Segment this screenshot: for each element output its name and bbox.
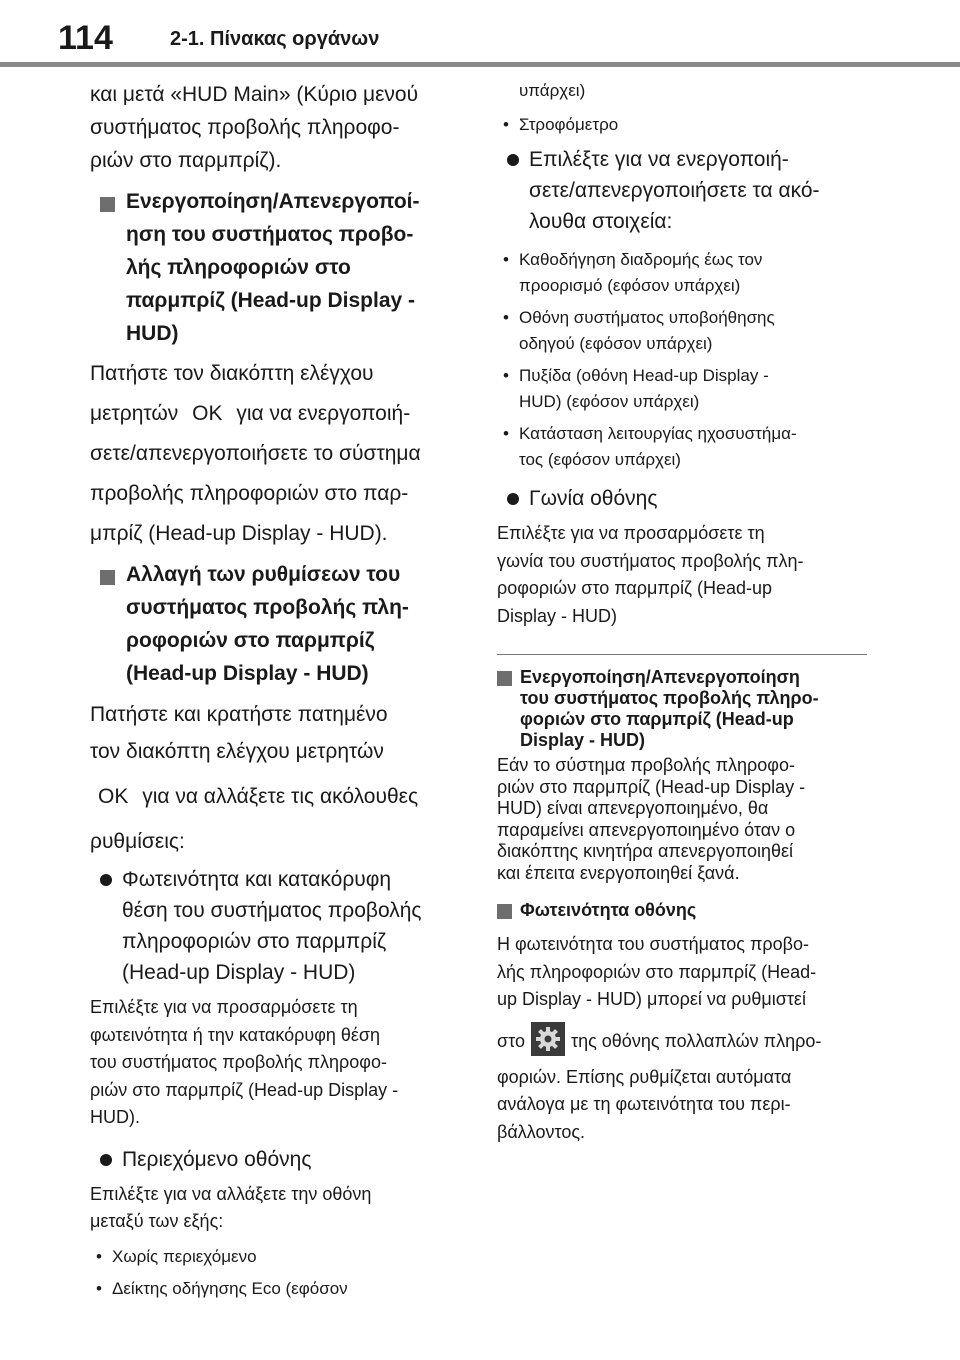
description-line: Επιλέξτε για να αλλάξετε την οθόνη	[90, 1183, 372, 1204]
section-title: 2-1. Πίνακας οργάνων	[170, 28, 380, 50]
paragraph-line: τον διακόπτη ελέγχου μετρητών	[90, 740, 384, 763]
dot-bullet-icon	[100, 1154, 112, 1166]
note-line: Εάν το σύστημα προβολής πληροφο-	[497, 755, 795, 775]
list-item: • Χωρίς περιεχόμενο	[96, 1246, 257, 1266]
ok-button-symbol: OK	[98, 785, 129, 808]
description-line: Επιλέξτε για να προσαρμόσετε τη	[497, 523, 765, 543]
description-line: φωτεινότητα ή την κατακόρυφη θέση	[90, 1024, 381, 1045]
intro-line: συστήματος προβολής πληροφο-	[90, 116, 400, 139]
description-line: ροφοριών στο παρμπρίζ (Head-up	[497, 578, 773, 598]
square-bullet-icon	[100, 197, 115, 212]
paragraph-line: ρυθμίσεις:	[90, 830, 185, 853]
note-line: διακόπτης κινητήρα απενεργοποιηθεί	[497, 841, 794, 861]
heading-change-settings: Αλλαγή των ρυθμίσεων του συστήματος προβολής πλη- ροφοριών στο παρμπρίζ (Head-up Display - HUD)	[90, 558, 465, 690]
note-line: ανάλογα με τη φωτεινότητα του περι-	[497, 1094, 791, 1114]
list-item: • Στροφόμετρο	[503, 115, 619, 134]
right-column	[497, 78, 867, 1146]
paragraph-line: σετε/απενεργοποιήσετε το σύστημα	[90, 442, 421, 465]
ok-button-symbol: OK	[192, 402, 223, 425]
list-item-continuation: υπάρχει)	[519, 81, 586, 100]
description-line: μεταξύ των εξής:	[90, 1211, 224, 1231]
list-item: • Οθόνη συστήματος υποβοήθησης οδηγού (εφόσον υπάρχει)	[503, 308, 775, 353]
dot-bullet-icon	[507, 493, 519, 505]
dot-bullet-icon	[100, 874, 112, 886]
page-number: 114	[58, 19, 113, 57]
paragraph-line: OK για να αλλάξετε τις ακόλουθες	[90, 780, 465, 813]
header-divider	[0, 62, 960, 67]
list-item: • Καθοδήγηση διαδρομής έως τον προορισμό (εφόσον υπάρχει)	[503, 250, 763, 295]
note-line: βάλλοντος.	[497, 1121, 586, 1142]
setting-display-content: Περιεχόμενο οθόνης	[90, 1144, 465, 1175]
setting-brightness-position: Φωτεινότητα και κατακόρυφη θέση του συστήματος προβολής πληροφοριών στο παρμπρίζ (Head-up Display - HUD)	[90, 864, 465, 988]
description-line: HUD).	[90, 1107, 140, 1127]
description-line: Επιλέξτε για να προσαρμόσετε τη	[90, 997, 358, 1017]
paragraph-line: Πατήστε τον διακόπτη ελέγχου	[90, 362, 374, 385]
description-line: του συστήματος προβολής πληροφο-	[90, 1052, 387, 1072]
intro-line: ριών στο παρμπρίζ).	[90, 149, 282, 172]
square-bullet-icon	[497, 904, 512, 919]
note-line: παραμείνει απενεργοποιημένο όταν ο	[497, 819, 796, 840]
note-heading-brightness: Φωτεινότητα οθόνης	[497, 900, 867, 921]
square-bullet-icon	[100, 570, 115, 585]
page-header	[0, 0, 960, 70]
paragraph-line: προβολής πληροφοριών στο παρ-	[90, 482, 409, 505]
note-line: και έπειτα ενεργοποιηθεί ξανά.	[497, 862, 740, 883]
setting-toggle-items: Επιλέξτε για να ενεργοποιή- σετε/απενεργοποιήσετε τα ακό- λουθα στοιχεία:	[497, 144, 867, 237]
note-line: HUD) είναι απενεργοποιημένο, θα	[497, 798, 769, 818]
note-line: up Display - HUD) μπορεί να ρυθμιστεί	[497, 989, 806, 1009]
description-line: ριών στο παρμπρίζ (Head-up Display -	[90, 1079, 399, 1100]
dot-bullet-icon	[507, 154, 519, 166]
note-line: φοριών. Επίσης ρυθμίζεται αυτόματα	[497, 1066, 792, 1087]
list-item: • Δείκτης οδήγησης Eco (εφόσον	[96, 1278, 348, 1298]
note-line: στο της οθόνης πολλαπλών πληρο-	[497, 1022, 867, 1060]
paragraph-line: μπρίζ (Head-up Display - HUD).	[90, 522, 388, 545]
note-line: ριών στο παρμπρίζ (Head-up Display -	[497, 776, 806, 797]
gear-icon	[531, 1022, 565, 1056]
description-line: γωνία του συστήματος προβολής πλη-	[497, 550, 804, 571]
list-item: • Κατάσταση λειτουργίας ηχοσυστήμα- τος (εφόσον υπάρχει)	[503, 424, 797, 469]
note-line: Η φωτεινότητα του συστήματος προβο-	[497, 934, 809, 954]
paragraph-line: Πατήστε και κρατήστε πατημένο	[90, 703, 388, 726]
note-line: λής πληροφοριών στο παρμπρίζ (Head-	[497, 961, 817, 982]
description-line: Display - HUD)	[497, 605, 618, 626]
heading-activate-hud: Ενεργοποίηση/Απενεργοποί- ηση του συστήματος προβο- λής πληροφοριών στο παρμπρίζ (Head-up Display - HUD)	[90, 185, 465, 350]
square-bullet-icon	[497, 671, 512, 686]
list-item: • Πυξίδα (οθόνη Head-up Display - HUD) (εφόσον υπάρχει)	[503, 366, 769, 411]
note-heading-activate-hud: Ενεργοποίηση/Απενεργοποίηση του συστήματος προβολής πληρο- φοριών στο παρμπρίζ (Head-up Display - HUD)	[497, 667, 867, 751]
left-column	[90, 78, 465, 1302]
setting-screen-angle: Γωνία οθόνης	[497, 483, 867, 514]
paragraph-line: μετρητών OK για να ενεργοποιή-	[90, 397, 465, 430]
intro-line: και μετά «HUD Main» (Κύριο μενού	[90, 83, 419, 106]
